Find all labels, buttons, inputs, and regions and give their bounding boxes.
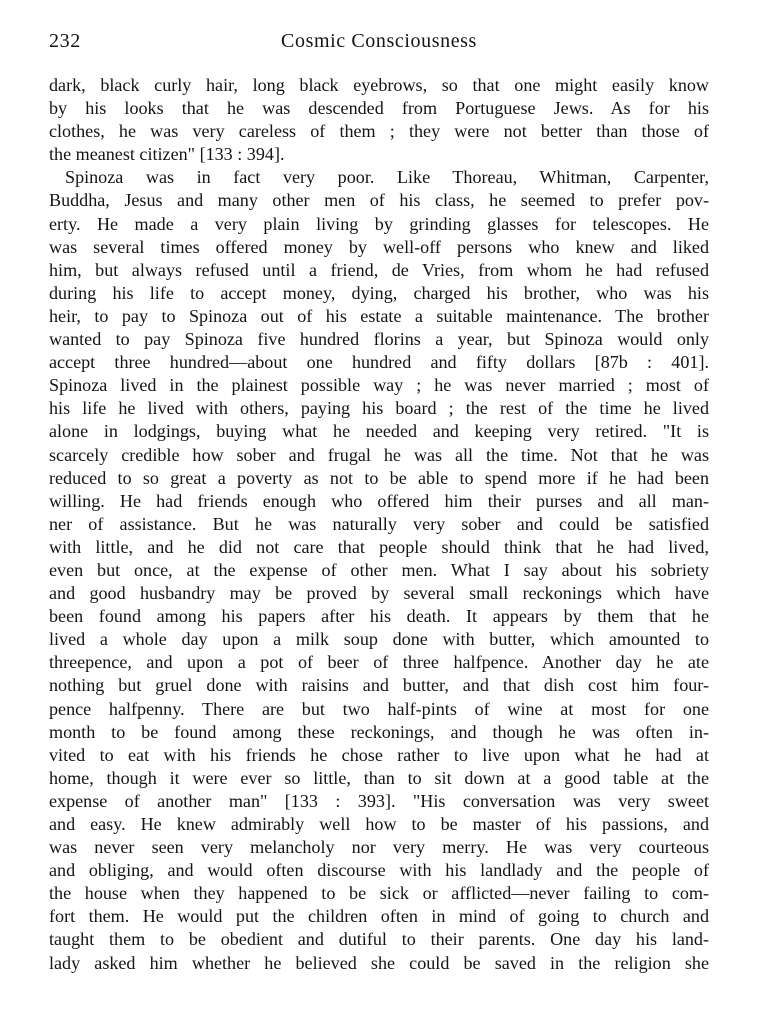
body-text: [49, 74, 709, 975]
text-line: him, but always refused until a friend, de Vries, from whom he had refused: [49, 259, 709, 280]
text-line: with little, and he did not care that people should think that he had lived,: [49, 536, 709, 557]
text-line: even but once, at the expense of other men. What I say about his sobriety: [49, 559, 709, 580]
text-line: taught them to be obedient and dutiful to their parents. One day his land-: [49, 929, 709, 950]
text-line: by his looks that he was descended from Portuguese Jews. As for his: [49, 98, 709, 119]
text-line: fort them. He would put the children often in mind of going to church and: [49, 906, 709, 927]
page-header: [49, 30, 709, 56]
text-line: was several times offered money by well-off persons who knew and liked: [49, 236, 709, 257]
text-line: his life he lived with others, paying his board ; the rest of the time he lived: [49, 398, 709, 419]
text-line: erty. He made a very plain living by grinding glasses for telescopes. He: [49, 213, 709, 234]
text-line: lady asked him whether he believed she could be saved in the religion she: [49, 952, 709, 973]
text-line: willing. He had friends enough who offered him their purses and all man-: [49, 490, 709, 511]
text-line: was never seen very melancholy nor very merry. He was very courteous: [49, 837, 709, 858]
text-line: the house when they happened to be sick or afflicted—never failing to com-: [49, 883, 709, 904]
text-line: alone in lodgings, buying what he needed and keeping very retired. "It is: [49, 421, 709, 442]
text-line: and easy. He knew admirably well how to be master of his passions, and: [49, 814, 709, 834]
running-title: Cosmic Consciousness: [281, 30, 477, 52]
text-line: scarcely credible how sober and frugal he was all the time. Not that he was: [49, 444, 709, 465]
text-line: threepence, and upon a pot of beer of three halfpence. Another day he ate: [49, 652, 709, 673]
page-number: 232: [49, 30, 81, 52]
text-line: clothes, he was very careless of them ; they were not better than those of: [49, 121, 709, 142]
text-line: nothing but gruel done with raisins and butter, and that dish cost him four-: [49, 675, 709, 696]
text-line: lived a whole day upon a milk soup done with butter, which amounted to: [49, 629, 709, 650]
text-line: Buddha, Jesus and many other men of his class, he seemed to prefer pov-: [49, 190, 709, 211]
text-line: and good husbandry may be proved by several small reckonings which have: [49, 583, 709, 604]
text-line: heir, to pay to Spinoza out of his estate a suitable maintenance. The brother: [49, 305, 709, 326]
text-line: month to be found among these reckonings, and though he was often in-: [49, 721, 709, 742]
text-line: the meanest citizen" [133 : 394].: [49, 144, 285, 165]
text-line: ner of assistance. But he was naturally very sober and could be satisfied: [49, 513, 709, 534]
text-line: wanted to pay Spinoza five hundred florins a year, but Spinoza would only: [49, 329, 709, 350]
text-line: Spinoza was in fact very poor. Like Thoreau, Whitman, Carpenter,: [65, 167, 709, 188]
text-line: been found among his papers after his death. It appears by them that he: [49, 606, 709, 627]
text-line: dark, black curly hair, long black eyebrows, so that one might easily know: [49, 75, 709, 95]
text-line: Spinoza lived in the plainest possible way ; he was never married ; most of: [49, 375, 709, 396]
text-line: accept three hundred—about one hundred and fifty dollars [87b : 401].: [49, 352, 709, 373]
text-line: reduced to so great a poverty as not to be able to spend more if he had been: [49, 467, 709, 488]
text-line: during his life to accept money, dying, charged his brother, who was his: [49, 282, 709, 303]
text-line: home, though it were ever so little, than to sit down at a good table at the: [49, 767, 709, 788]
text-line: vited to eat with his friends he chose rather to live upon what he had at: [49, 744, 709, 765]
text-line: and obliging, and would often discourse with his landlady and the people of: [49, 860, 709, 881]
text-line: expense of another man" [133 : 393]. "His conversation was very sweet: [49, 790, 709, 811]
text-line: pence halfpenny. There are but two half-pints of wine at most for one: [49, 698, 709, 719]
